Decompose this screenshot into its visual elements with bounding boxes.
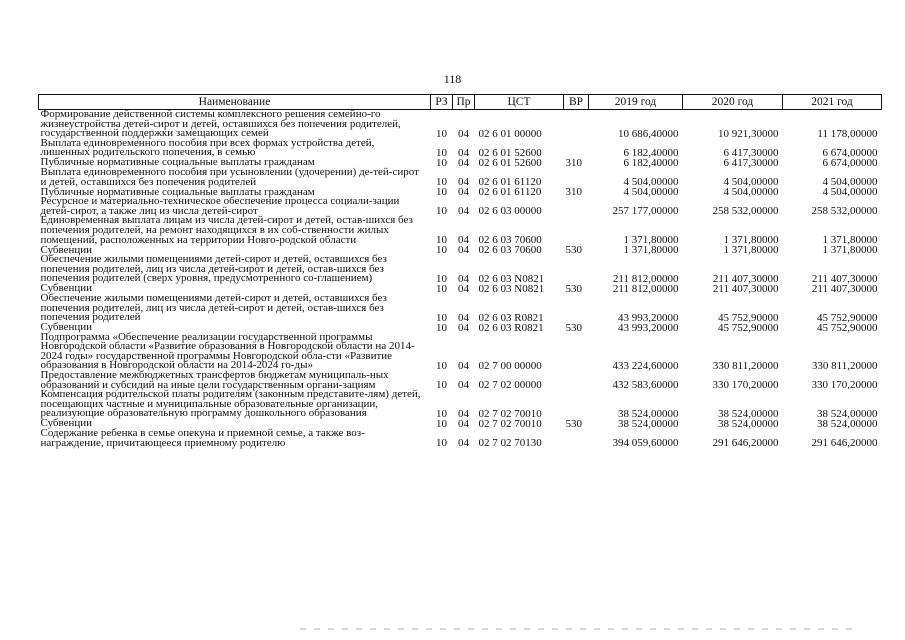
cell-vr	[564, 110, 589, 139]
cell-pr: 04	[458, 418, 469, 431]
cell-y2020: 1 371,80000	[723, 244, 779, 257]
table-row	[39, 429, 882, 448]
cell-y2020: 45 752,90000	[718, 321, 779, 334]
cell-rz: 10	[436, 234, 447, 247]
cell-pr: 04	[458, 272, 469, 285]
cell-name: Компенсация родительской платы родителям (законным представите-лям) детей, посещающих частные и муниципальные образовательные организации, реализующие образовательную программу дошкольного образования	[40, 388, 421, 420]
cell-y2020: 38 524,00000	[718, 418, 779, 431]
cell-cst: 02 6 03 N0821	[478, 282, 545, 295]
cell-y2021: 4 504,00000	[822, 186, 878, 199]
cell-vr	[564, 429, 589, 448]
header-name: Наименование	[39, 95, 431, 110]
cell-pr: 04	[458, 205, 469, 218]
cell-y2019: 6 182,40000	[623, 146, 679, 159]
cell-pr: 04	[458, 127, 469, 140]
cell-rz: 10	[436, 321, 447, 334]
cell-pr: 04	[458, 311, 469, 324]
cell-y2021: 4 504,00000	[822, 176, 878, 189]
cell-cst: 02 6 01 61120	[478, 186, 542, 199]
cell-y2021: 6 674,00000	[822, 156, 878, 169]
table-row	[39, 333, 882, 371]
cell-y2021: 291 646,20000	[811, 437, 878, 450]
cell-vr: 310	[565, 186, 582, 199]
cell-y2019: 432 583,60000	[612, 379, 679, 392]
cell-vr	[564, 197, 589, 216]
cell-cst: 02 7 02 70130	[478, 437, 542, 450]
cell-y2021: 45 752,90000	[817, 311, 878, 324]
cell-vr: 310	[565, 156, 582, 169]
cell-y2019: 38 524,00000	[618, 418, 679, 431]
cell-y2021: 258 532,00000	[811, 205, 878, 218]
cell-vr	[564, 255, 589, 284]
cell-name: Выплата единовременного пособия при усыновлении (удочерении) де-тей-сирот и детей, оставшихся без попечения родителей	[40, 165, 419, 188]
cell-cst: 02 6 03 R0821	[478, 321, 544, 334]
cell-name: Субвенции	[40, 321, 93, 334]
cell-pr: 04	[458, 156, 469, 169]
cell-pr: 04	[458, 408, 469, 421]
cell-name: Единовременная выплата лицам из числа детей-сирот и детей, остав-шихся без попечения родителей, на ремонт находящихся в их соб-ственности жилых помещений, расположенных на территории Новго-родской области	[40, 214, 413, 246]
table-row	[39, 390, 882, 419]
cell-cst: 02 6 03 R0821	[478, 311, 544, 324]
cell-vr: 530	[565, 418, 582, 431]
cell-y2021: 45 752,90000	[817, 321, 878, 334]
cell-rz: 10	[436, 360, 447, 373]
cell-name: Выплата единовременного пособия при всех формах устройства детей, лишенных родительского попечения, в семью	[40, 136, 375, 159]
cell-rz: 10	[436, 408, 447, 421]
cell-name: Обеспечение жилыми помещениями детей-сирот и детей, оставшихся без попечения родителей, лиц из числа детей-сирот и детей, остав-шихся без попечения родителей	[40, 291, 387, 324]
cell-cst: 02 6 03 70600	[478, 234, 542, 247]
header-rz: РЗ	[431, 95, 453, 110]
header-pr: Пр	[453, 95, 475, 110]
cell-y2019: 211 812,00000	[612, 282, 679, 295]
cell-y2019: 211 812,00000	[612, 272, 679, 285]
header-cst: ЦСТ	[475, 95, 564, 110]
cell-y2019: 394 059,60000	[612, 437, 679, 450]
cell-y2020: 6 417,30000	[723, 156, 779, 169]
cell-y2019: 43 993,20000	[618, 321, 679, 334]
cell-pr: 04	[458, 437, 469, 450]
cell-pr: 04	[458, 321, 469, 334]
cell-y2020: 211 407,30000	[712, 282, 779, 295]
cell-name: Субвенции	[40, 243, 93, 256]
cell-vr	[564, 216, 589, 245]
header-2021: 2021 год	[783, 95, 882, 110]
cell-y2020: 10 921,30000	[718, 127, 779, 140]
cell-y2020: 291 646,20000	[712, 437, 779, 450]
cell-y2021: 6 674,00000	[822, 146, 878, 159]
cell-y2019: 257 177,00000	[612, 205, 679, 218]
cell-y2019: 43 993,20000	[618, 311, 679, 324]
cell-name: Подпрограмма «Обеспечение реализации государственной программы Новгородской области «Развитие образования в Новгородской области на 2014-2024 годы» государственной программы Новгородской обла-сти «Развитие образования в Новгородской области на 2014-2024 го-ды»	[40, 330, 415, 372]
table-row	[39, 139, 882, 158]
cell-rz: 10	[436, 127, 447, 140]
header-2019: 2019 год	[589, 95, 683, 110]
cell-name: Субвенции	[40, 282, 93, 295]
cell-y2019: 6 182,40000	[623, 156, 679, 169]
cell-rz: 10	[436, 379, 447, 392]
cell-vr	[564, 139, 589, 158]
cell-y2019: 1 371,80000	[623, 244, 679, 257]
cell-y2019: 38 524,00000	[618, 408, 679, 421]
cell-y2019: 433 224,60000	[612, 360, 679, 373]
cell-name: Публичные нормативные социальные выплаты гражданам	[40, 156, 315, 169]
cell-y2020: 38 524,00000	[718, 408, 779, 421]
cell-name: Обеспечение жилыми помещениями детей-сирот и детей, оставшихся без попечения родителей, лиц из числа детей-сирот и детей, остав-шихся без попечения родителей (сверх уровня, предусмотренного со-глашением)	[40, 253, 387, 285]
cell-y2021: 211 407,30000	[811, 272, 878, 285]
table-row	[39, 168, 882, 187]
header-vr: ВР	[564, 95, 589, 110]
cell-name: Субвенции	[40, 417, 93, 430]
cell-pr: 04	[458, 176, 469, 189]
cell-cst: 02 6 03 N0821	[478, 272, 545, 285]
table-row	[39, 294, 882, 323]
cell-y2021: 1 371,80000	[822, 234, 878, 247]
table-row	[39, 216, 882, 245]
cell-vr: 530	[565, 282, 582, 295]
cell-rz: 10	[436, 437, 447, 450]
cell-y2021: 11 178,00000	[817, 127, 878, 140]
cell-rz: 10	[436, 418, 447, 431]
cell-cst: 02 7 02 70010	[478, 418, 542, 431]
cell-rz: 10	[436, 146, 447, 159]
cell-y2021: 38 524,00000	[817, 408, 878, 421]
cell-y2020: 330 170,20000	[712, 379, 779, 392]
cell-y2020: 211 407,30000	[712, 272, 779, 285]
cell-pr: 04	[458, 360, 469, 373]
scan-artifact	[300, 628, 860, 630]
cell-y2019: 10 686,40000	[618, 127, 679, 140]
cell-rz: 10	[436, 205, 447, 218]
cell-vr	[564, 390, 589, 419]
header-2020: 2020 год	[683, 95, 783, 110]
cell-y2020: 1 371,80000	[723, 234, 779, 247]
cell-y2020: 4 504,00000	[723, 186, 779, 199]
cell-vr: 530	[565, 244, 582, 257]
cell-y2020: 4 504,00000	[723, 176, 779, 189]
cell-y2021: 38 524,00000	[817, 418, 878, 431]
cell-name: Предоставление межбюджетных трансфертов бюджетам муниципаль-ных образований и субсидий на иные цели государственным органи-зациям	[40, 369, 389, 391]
cell-name: Формирование действенной системы комплексного решения семейно-го жизнеустройства детей-сирот и детей, оставшихся без попечения родителей, государственной поддержки замещающих семей	[40, 108, 401, 140]
cell-y2020: 330 811,20000	[712, 360, 779, 373]
cell-rz: 10	[436, 282, 447, 295]
cell-y2020: 6 417,30000	[723, 146, 779, 159]
table-row	[39, 110, 882, 139]
cell-pr: 04	[458, 234, 469, 247]
cell-y2021: 211 407,30000	[811, 282, 878, 295]
cell-cst: 02 6 01 61120	[478, 176, 542, 189]
cell-pr: 04	[458, 379, 469, 392]
cell-y2021: 330 811,20000	[811, 360, 878, 373]
cell-pr: 04	[458, 244, 469, 257]
page-number: 118	[443, 72, 462, 86]
cell-y2020: 45 752,90000	[718, 311, 779, 324]
cell-rz: 10	[436, 311, 447, 324]
cell-pr: 04	[458, 146, 469, 159]
cell-vr	[564, 294, 589, 323]
cell-y2020: 258 532,00000	[712, 205, 779, 218]
cell-vr: 530	[565, 321, 582, 334]
cell-rz: 10	[436, 156, 447, 169]
cell-rz: 10	[436, 272, 447, 285]
cell-y2019: 4 504,00000	[623, 186, 679, 199]
cell-vr	[564, 371, 589, 390]
budget-table-body	[39, 110, 882, 449]
cell-cst: 02 7 02 00000	[478, 379, 542, 392]
cell-cst: 02 6 03 70600	[478, 244, 542, 257]
cell-name: Содержание ребенка в семье опекуна и приемной семье, а также воз-награждение, причитающееся приемному родителю	[40, 427, 365, 449]
cell-cst: 02 6 01 52600	[478, 146, 542, 159]
cell-y2021: 330 170,20000	[811, 379, 878, 392]
cell-pr: 04	[458, 282, 469, 295]
cell-pr: 04	[458, 186, 469, 199]
cell-cst: 02 6 01 52600	[478, 156, 542, 169]
cell-y2019: 1 371,80000	[623, 234, 679, 247]
table-row	[39, 255, 882, 284]
cell-rz: 10	[436, 244, 447, 257]
cell-vr	[564, 333, 589, 371]
cell-cst: 02 7 02 70010	[478, 408, 542, 421]
cell-y2021: 1 371,80000	[822, 244, 878, 257]
cell-cst: 02 6 01 00000	[478, 127, 542, 140]
cell-name: Публичные нормативные социальные выплаты гражданам	[40, 185, 315, 198]
cell-rz: 10	[436, 186, 447, 199]
cell-name: Ресурсное и материально-техническое обеспечение процесса социали-зации детей-сирот, а также лиц из числа детей-сирот	[40, 195, 400, 217]
cell-y2019: 4 504,00000	[623, 176, 679, 189]
cell-vr	[564, 168, 589, 187]
cell-cst: 02 6 03 00000	[478, 205, 542, 218]
budget-table	[38, 94, 882, 448]
cell-cst: 02 7 00 00000	[478, 360, 542, 373]
cell-rz: 10	[436, 176, 447, 189]
